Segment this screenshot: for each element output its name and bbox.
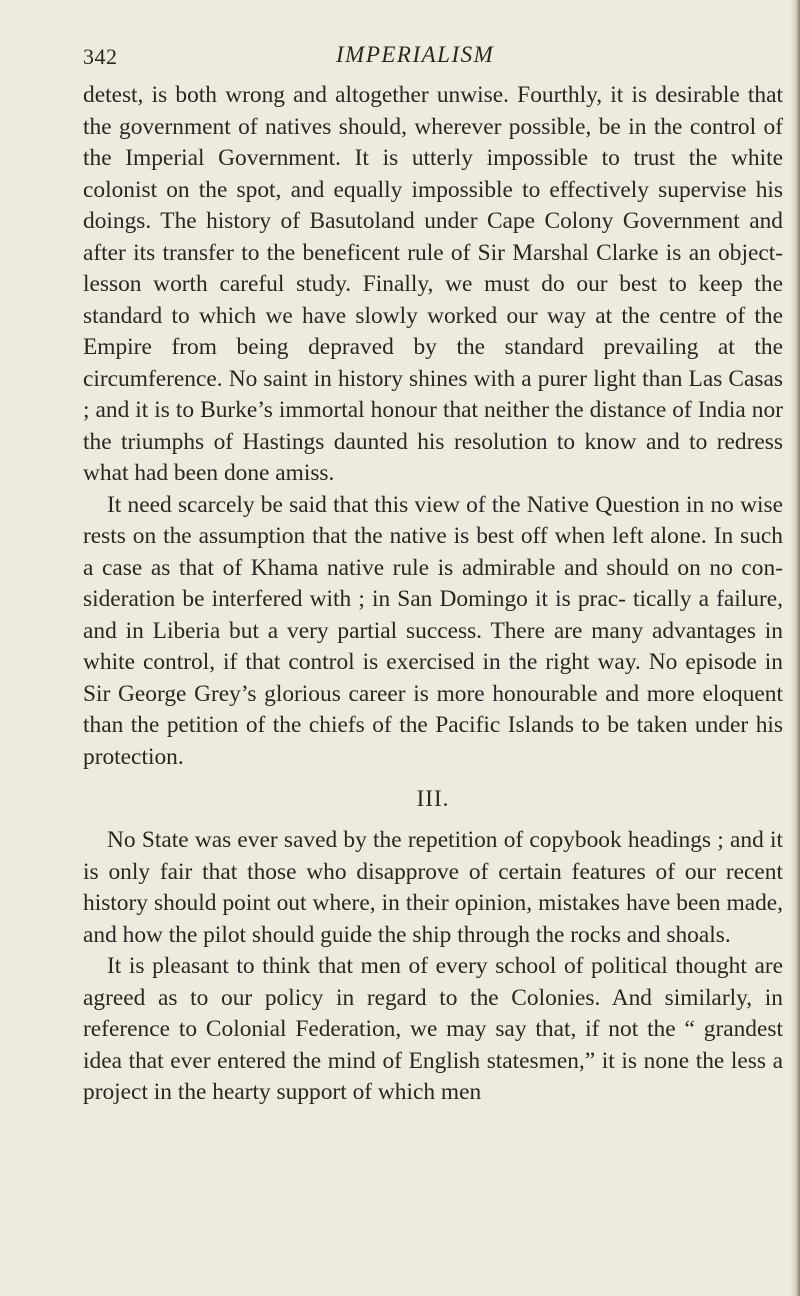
paragraph-2: It need scarcely be said that this view of the Native Question in no wise rests on the assumption that the native is best off when left alone. In such a case as that of Khama native rule is admirable and should on no con- sideration be interfered with ; in San Domingo it is prac- tically a failure, and in Liberia but a very partial success. There are many advantages in white control, if that control is exercised in the right way. No episode in Sir George Grey’s glorious career is more honourable and more eloquent than the petition of the chiefs of the Pacific Islands to be taken under his protection. xyxy=(83,491,783,770)
section-heading: III. xyxy=(416,786,450,811)
running-head: IMPERIALISM xyxy=(336,42,495,67)
paragraph-3: No State was ever saved by the repetition of copybook headings ; and it is only fair that those who disapprove of certain features of our recent history should point out where, in their opinion, mistakes have been made, and how the pilot should guide the ship through the rocks and shoals. xyxy=(83,827,783,948)
paragraph-1: detest, is both wrong and altogether unwise. Fourthly, it is desirable that the government of natives should, wherever possible, be in the control of the Imperial Government. It is utterly impossible to trust the white colonist on the spot, and equally impossible to effectively supervise his doings. The history of Basutoland under Cape Colony Government and after its transfer to the beneficent rule of Sir Marshal Clarke is an object-lesson worth careful study. Finally, we must do our best to keep the standard to which we have slowly worked our way at the centre of the Empire from being depraved by the standard prevailing at the circumference. No saint in history shines with a purer light than Las Casas ; and it is to Burke’s immortal honour that neither the distance of India nor the triumphs of Hastings daunted his resolution to know and to redress what had been done amiss. xyxy=(83,82,783,486)
paragraph-4: It is pleasant to think that men of every school of political thought are agreed as to our policy in regard to the Colonies. And similarly, in reference to Colonial Federation, we may say that, if not the “ grandest idea that ever entered the mind of English statesmen,” it is none the less a project in the hearty support of which men xyxy=(83,953,783,1105)
page-edge-shadow xyxy=(790,0,800,1296)
body-text xyxy=(83,80,783,1109)
page-number: 342 xyxy=(83,44,118,69)
